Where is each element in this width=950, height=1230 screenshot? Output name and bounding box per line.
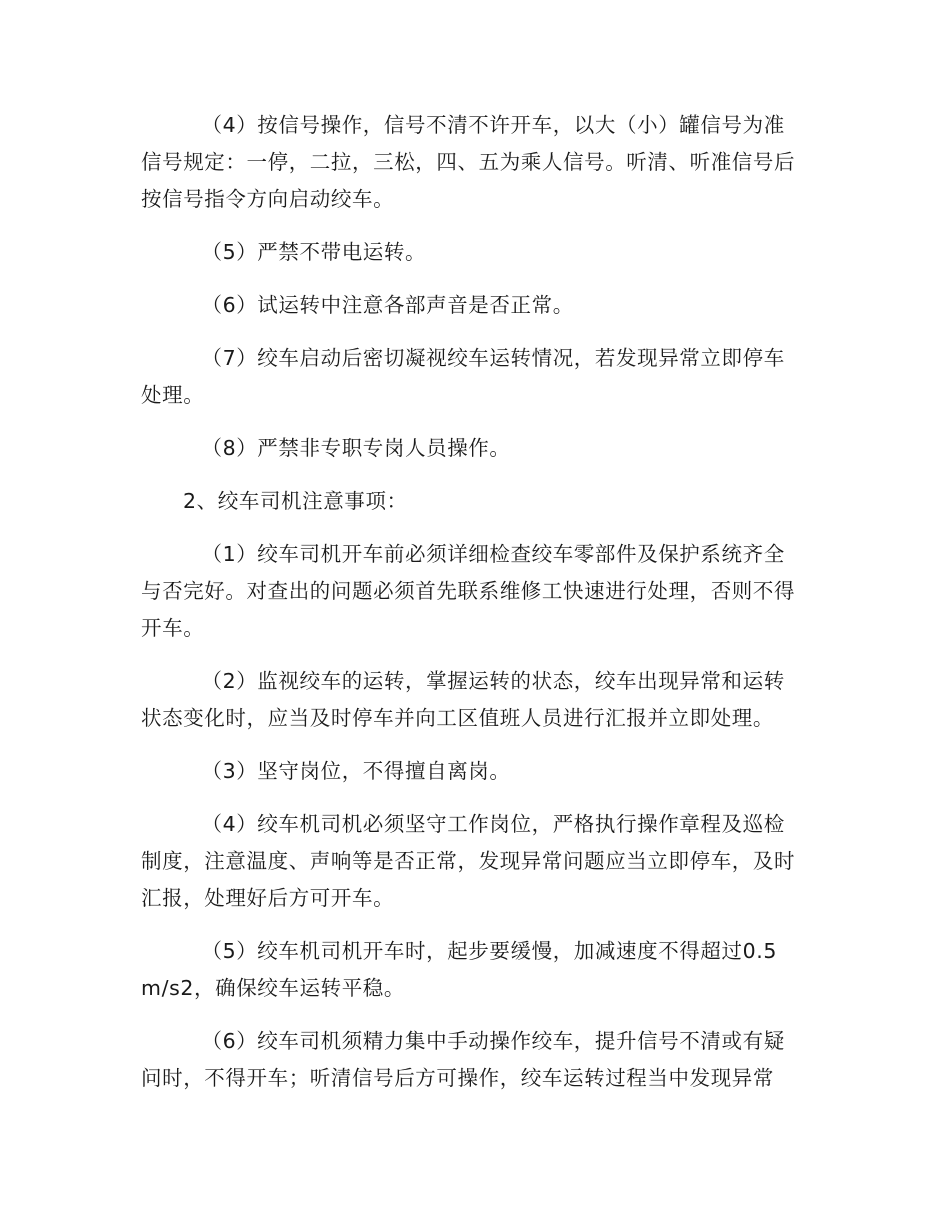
- paragraph-slow-start: （5）绞车机司机开车时，起步要缓慢，加减速度不得超过0.5m/s2，确保绞车运转平稳。: [141, 939, 778, 1000]
- paragraph-monitor-after-start: （7）绞车启动后密切凝视绞车运转情况，若发现异常立即停车处理。: [141, 346, 785, 407]
- paragraph-signal-operation: （4）按信号操作，信号不清不许开车，以大（小）罐信号为准信号规定：一停，二拉，三松，四、五为乘人信号。听清、听准信号后按信号指令方向启动绞车。: [141, 113, 796, 211]
- paragraph-concentrate-operation: （6）绞车司机须精力集中手动操作绞车，提升信号不清或有疑问时，不得开车；听清信号后方可操作，绞车运转过程当中发现异常: [141, 1029, 785, 1090]
- section-heading-driver-notes: 2、绞车司机注意事项：: [183, 489, 408, 513]
- paragraph-monitor-running: （2）监视绞车的运转，掌握运转的状态，绞车出现异常和运转状态变化时，应当及时停车并向工区值班人员进行汇报并立即处理。: [141, 669, 785, 730]
- paragraph-authorized-only: （8）严禁非专职专岗人员操作。: [201, 436, 511, 460]
- document-body: [141, 107, 801, 1113]
- paragraph-no-power-run: （5）严禁不带电运转。: [201, 240, 427, 264]
- paragraph-pre-check: （1）绞车司机开车前必须详细检查绞车零部件及保护系统齐全与否完好。对查出的问题必须首先联系维修工快速进行处理，否则不得开车。: [141, 542, 796, 640]
- paragraph-trial-run-sound: （6）试运转中注意各部声音是否正常。: [201, 293, 574, 317]
- paragraph-strict-inspection: （4）绞车机司机必须坚守工作岗位，严格执行操作章程及巡检制度，注意温度、声响等是否正常，发现异常问题应当立即停车，及时汇报，处理好后方可开车。: [141, 812, 796, 910]
- paragraph-stay-on-post: （3）坚守岗位，不得擅自离岗。: [201, 759, 511, 783]
